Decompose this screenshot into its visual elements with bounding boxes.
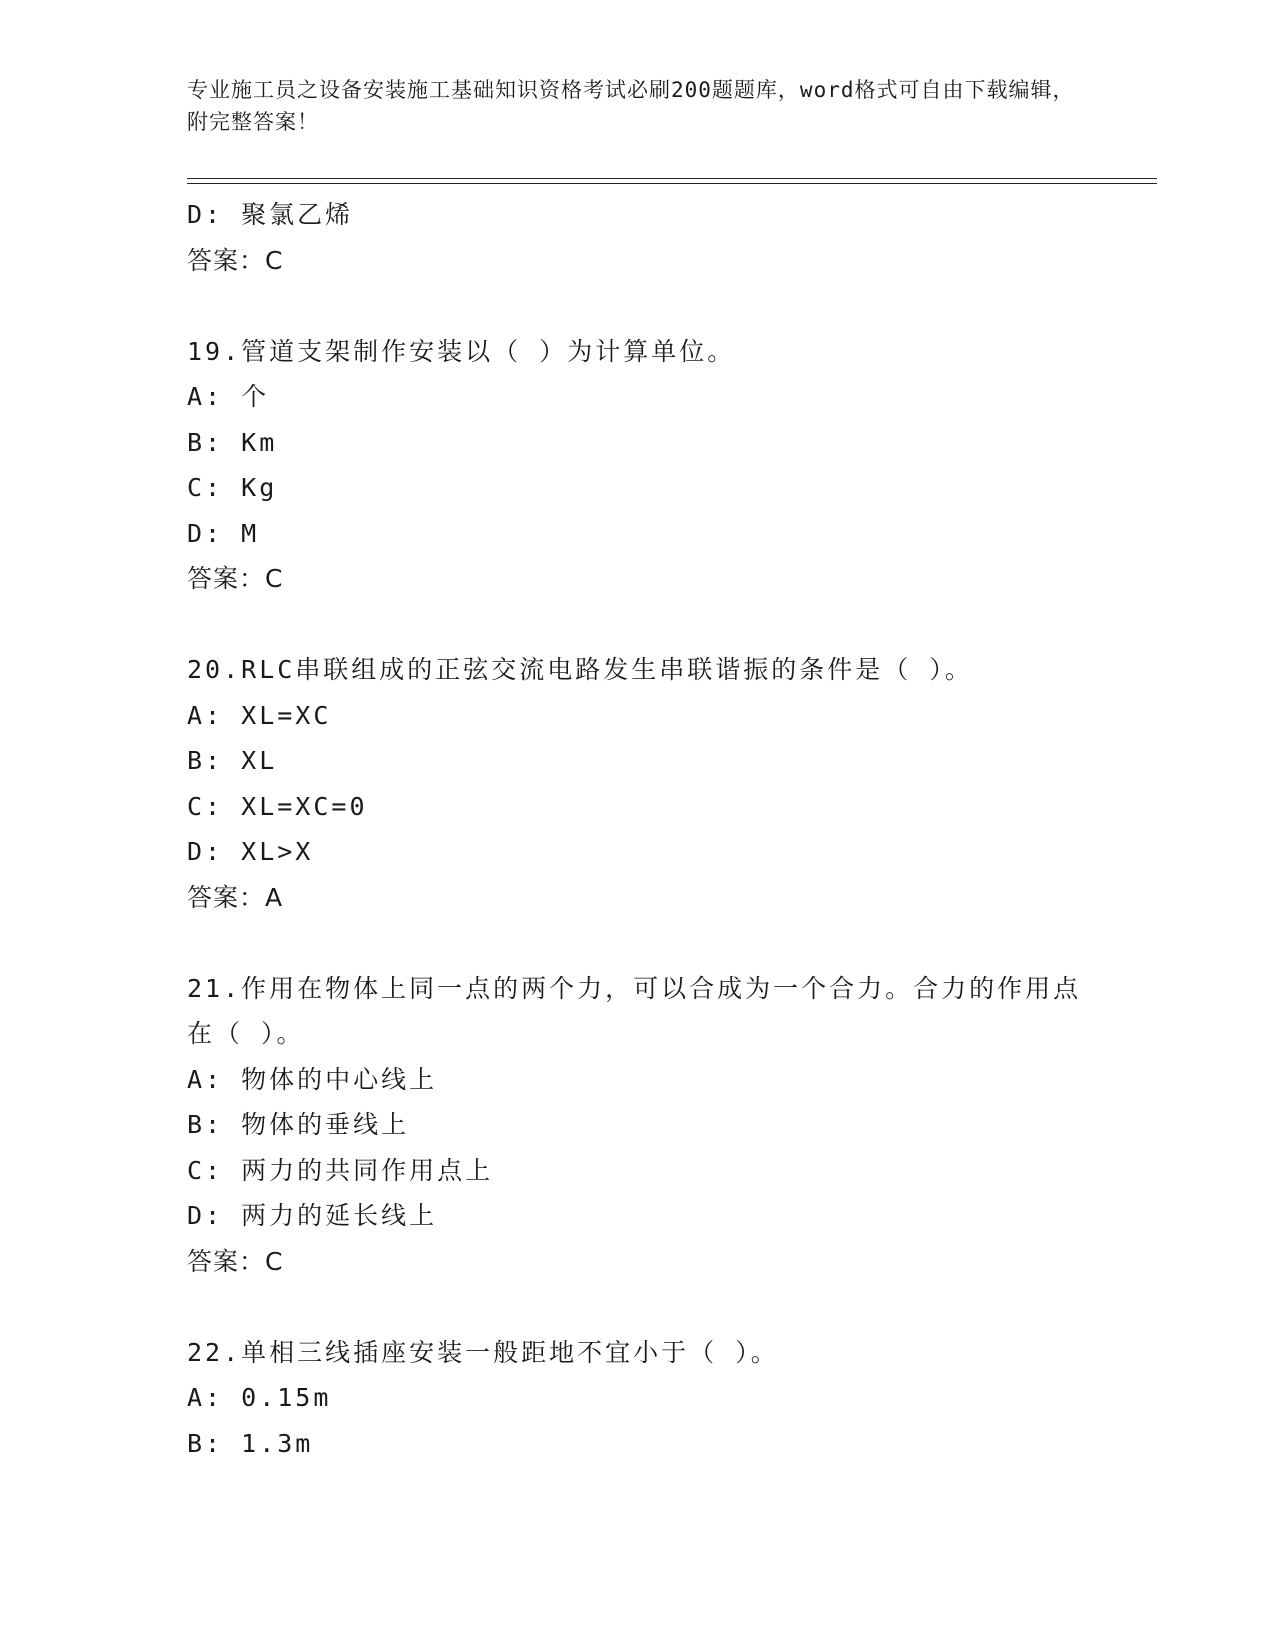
question-22 <box>187 1330 1087 1467</box>
answer-line: 答案：C <box>187 1246 284 1276</box>
previous-question-tail <box>187 192 1087 283</box>
question-stem: 20.RLC串联组成的正弦交流电路发生串联谐振的条件是（ ）。 <box>187 655 973 684</box>
option-c: C: Kg <box>187 473 278 502</box>
header-rule-bottom <box>187 183 1157 184</box>
question-stem: 21.作用在物体上同一点的两个力，可以合成为一个合力。合力的作用点在（ ）。 <box>187 973 1082 1048</box>
option-d: D: M <box>187 518 260 548</box>
option-b: B: XL <box>187 746 278 775</box>
option-d: D: XL>X <box>187 837 314 866</box>
header-text: 专业施工员之设备安装施工基础知识资格考试必刷200题题库，word格式可自由下载编辑，附完整答案！ <box>187 78 1075 134</box>
question-stem: 19.管道支架制作安装以（ ）为计算单位。 <box>187 336 736 366</box>
option-b: B: 物体的垂线上 <box>187 1110 410 1139</box>
option-d: D: 两力的延长线上 <box>187 1201 438 1230</box>
option-a: A: 个 <box>187 382 270 411</box>
spacer <box>187 602 1087 648</box>
option-a: A: XL=XC <box>187 700 332 730</box>
question-20 <box>187 647 1087 920</box>
option-b: B: Km <box>187 427 278 457</box>
question-19 <box>187 329 1087 602</box>
option-c: C: XL=XC=0 <box>187 791 368 821</box>
question-21 <box>187 966 1087 1285</box>
option-a: A: 物体的中心线上 <box>187 1064 438 1094</box>
spacer <box>187 283 1087 329</box>
header-rule-top <box>187 178 1157 179</box>
spacer <box>187 920 1087 966</box>
document-body <box>187 192 1087 1466</box>
document-header <box>187 74 1087 138</box>
spacer <box>187 1284 1087 1330</box>
answer-line: 答案：A <box>187 882 284 912</box>
answer-line: 答案：C <box>187 245 284 275</box>
option-b: B: 1.3m <box>187 1428 314 1458</box>
option-d: D: 聚氯乙烯 <box>187 200 354 229</box>
option-a: A: 0.15m <box>187 1383 332 1412</box>
option-c: C: 两力的共同作用点上 <box>187 1155 494 1185</box>
question-stem: 22.单相三线插座安装一般距地不宜小于（ ）。 <box>187 1337 779 1367</box>
answer-line: 答案：C <box>187 564 284 593</box>
